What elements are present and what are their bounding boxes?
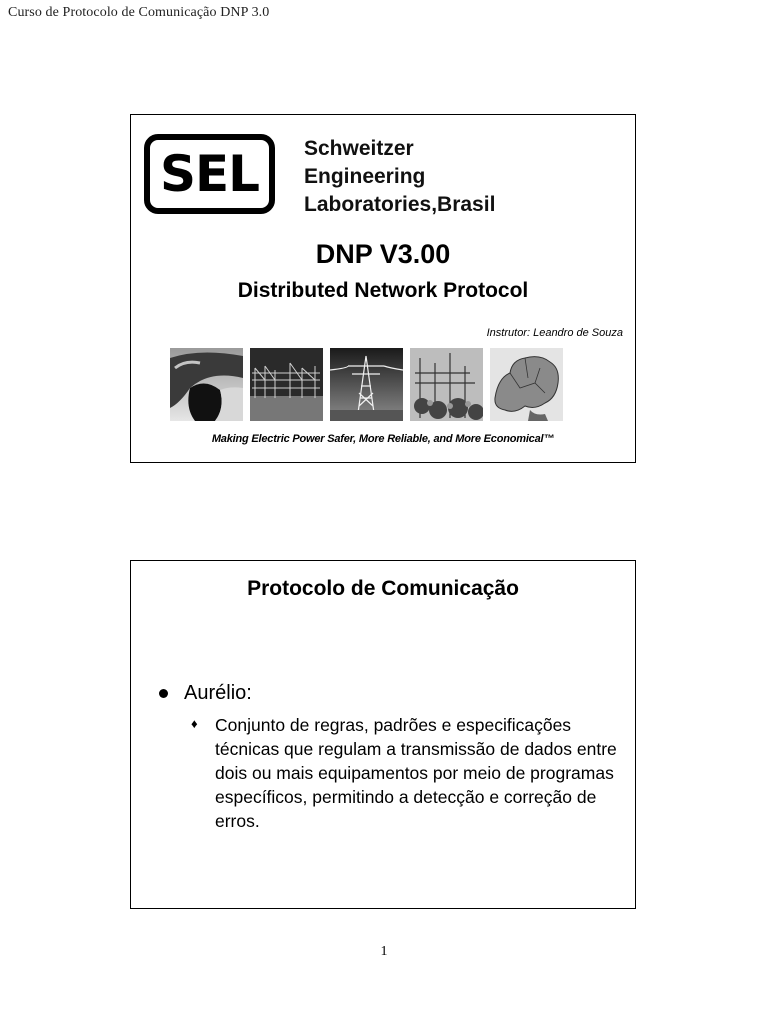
transmission-tower-photo (330, 348, 403, 421)
instructor-name: Instrutor: Leandro de Souza (486, 327, 623, 339)
sub-bullet-item (191, 713, 625, 833)
slide-title: DNP V3.00 (315, 239, 451, 269)
title-slide (130, 114, 636, 463)
sub-bullet-text: Conjunto de regras, padrões e especificações técnicas que regulam a transmissão de dados entre dois ou mais equipamentos por meio de programas específicos, permitindo a detecção e correção de erros. (215, 715, 617, 831)
page-number: 1 (380, 944, 388, 959)
industrial-plant-photo (410, 348, 483, 421)
waterfall-photo (170, 348, 243, 421)
slide-title: Protocolo de Comunicação (247, 577, 519, 600)
substation-photo (250, 348, 323, 421)
photo-strip (170, 348, 563, 421)
company-line-3: Laboratories,Brasil (304, 193, 496, 216)
bullet-dot-icon (159, 689, 168, 698)
content-slide (130, 560, 636, 909)
bullet-item (159, 682, 252, 705)
company-line-1: Schweitzer (304, 137, 414, 160)
bullet-text: Aurélio: (184, 682, 252, 704)
diamond-bullet-icon: ♦ (191, 716, 198, 731)
sel-logo: SEL (144, 134, 275, 214)
document-header: Curso de Protocolo de Comunicação DNP 3.0 (8, 5, 270, 20)
company-name (304, 135, 495, 219)
europe-map-photo (490, 348, 563, 421)
slide-subtitle: Distributed Network Protocol (237, 279, 529, 302)
company-line-2: Engineering (304, 165, 426, 188)
company-slogan: Making Electric Power Safer, More Reliable, and More Economical™ (211, 433, 555, 445)
